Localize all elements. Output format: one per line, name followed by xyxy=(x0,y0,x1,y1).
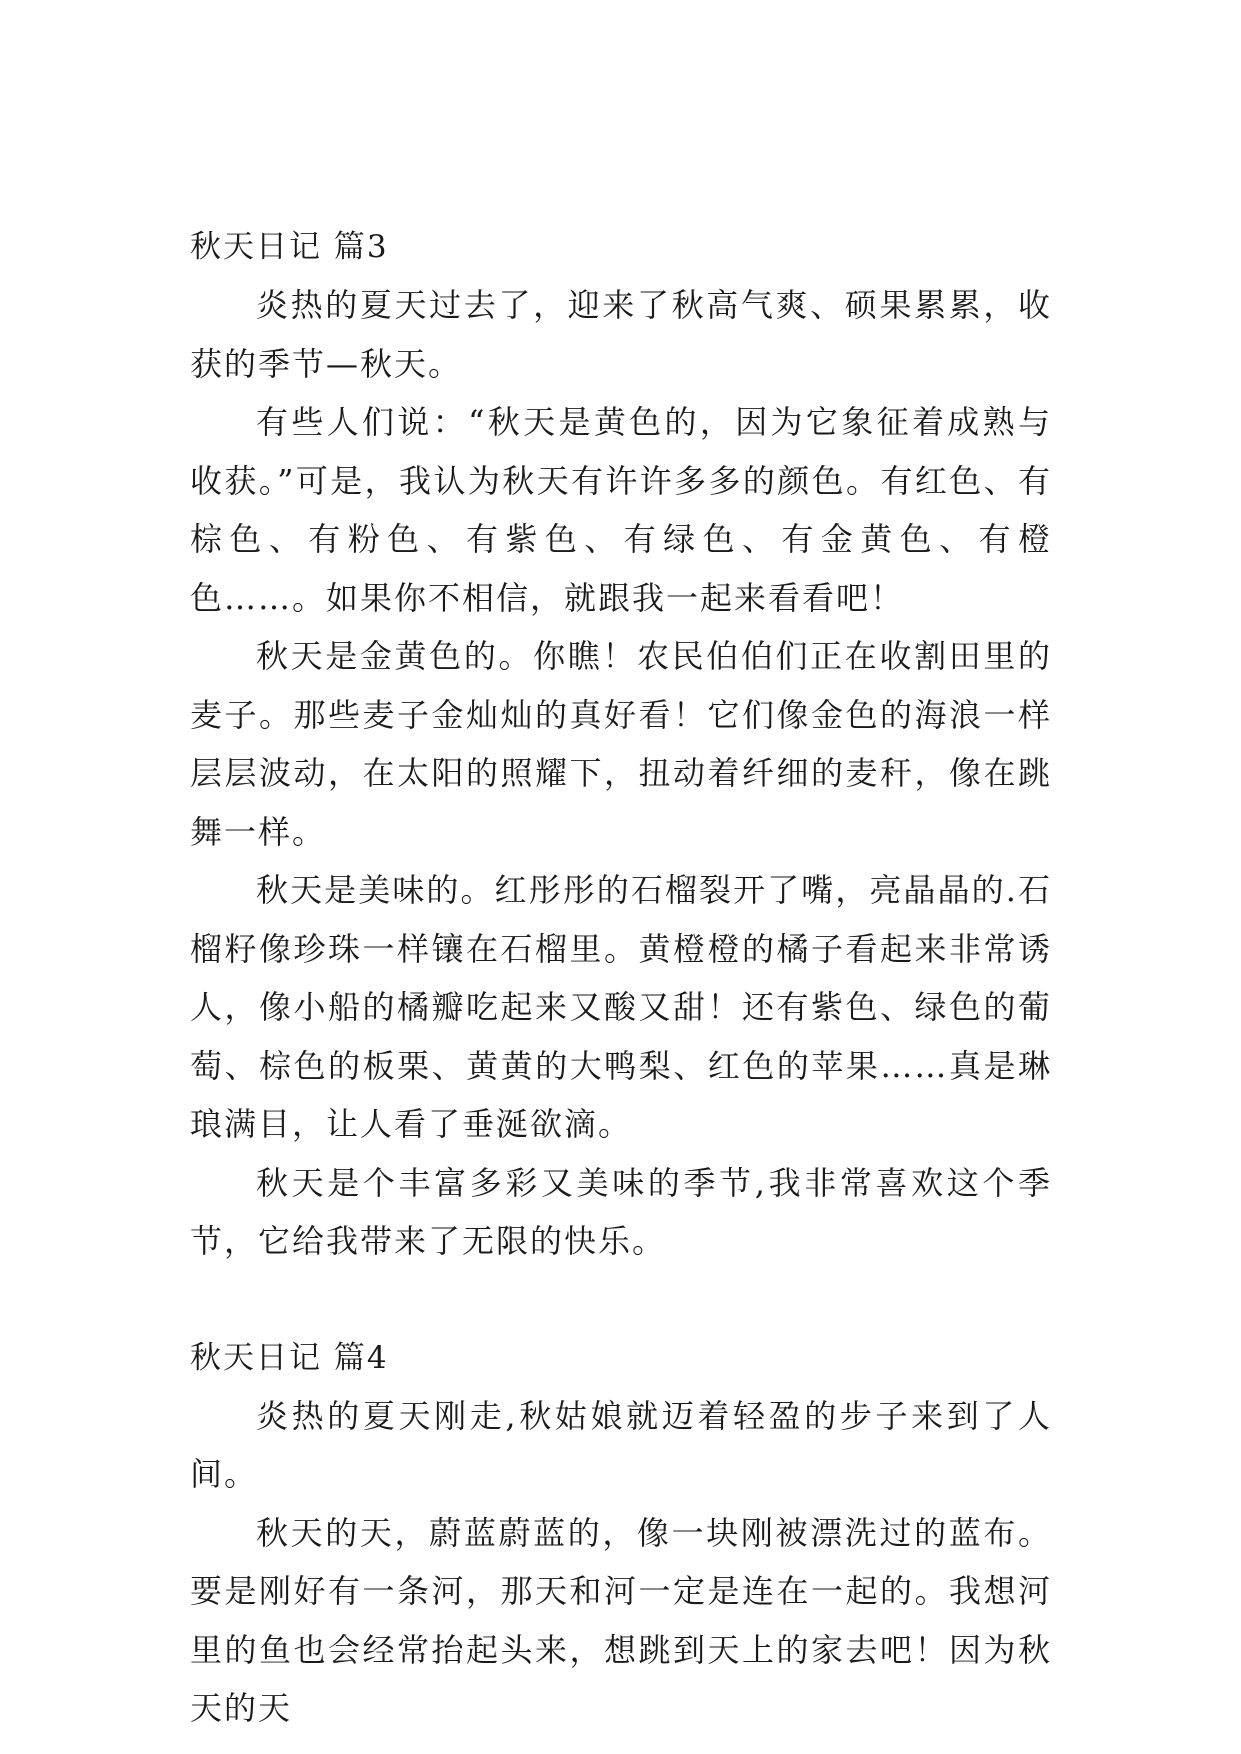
diary-section-3 xyxy=(190,218,1052,1271)
section-title: 秋天日记 篇3 xyxy=(190,229,389,265)
document-page xyxy=(190,218,1052,1738)
paragraph: 秋天的天，蔚蓝蔚蓝的，像一块刚被漂洗过的蓝布。要是刚好有一条河，那天和河一定是连在一起的。我想河里的鱼也会经常抬起头来，想跳到天上的家去吧！因为秋天的天 xyxy=(190,1513,1052,1727)
section-title: 秋天日记 篇4 xyxy=(190,1339,389,1376)
paragraph: 秋天是金黄色的。你瞧！农民伯伯们正在收割田里的麦子。那些麦子金灿灿的真好看！它们像金色的海浪一样层层波动，在太阳的照耀下，扭动着纤细的麦秆，像在跳舞一样。 xyxy=(190,637,1052,851)
paragraph: 炎热的夏天过去了，迎来了秋高气爽、硕果累累，收获的季节—秋天。 xyxy=(190,286,1052,383)
paragraph: 秋天是美味的。红彤彤的石榴裂开了嘴，亮晶晶的.石榴籽像珍珠一样镶在石榴里。黄橙橙的橘子看起来非常诱人，像小船的橘瓣吃起来又酸又甜！还有紫色、绿色的葡萄、棕色的板栗、黄黄的大鸭梨、红色的苹果……真是琳琅满目，让人看了垂涎欲滴。 xyxy=(190,871,1052,1143)
paragraph: 秋天是个丰富多彩又美味的季节,我非常喜欢这个季节，它给我带来了无限的快乐。 xyxy=(190,1163,1052,1260)
section-spacer xyxy=(190,1271,1052,1329)
paragraph: 有些人们说：“秋天是黄色的，因为它象征着成熟与收获。”可是，我认为秋天有许许多多的颜色。有红色、有棕色、有粉色、有紫色、有绿色、有金黄色、有橙色……。如果你不相信，就跟我一起来看看吧！ xyxy=(190,403,1052,617)
diary-section-4 xyxy=(190,1329,1052,1738)
paragraph: 炎热的夏天刚走,秋姑娘就迈着轻盈的步子来到了人间。 xyxy=(190,1396,1052,1493)
